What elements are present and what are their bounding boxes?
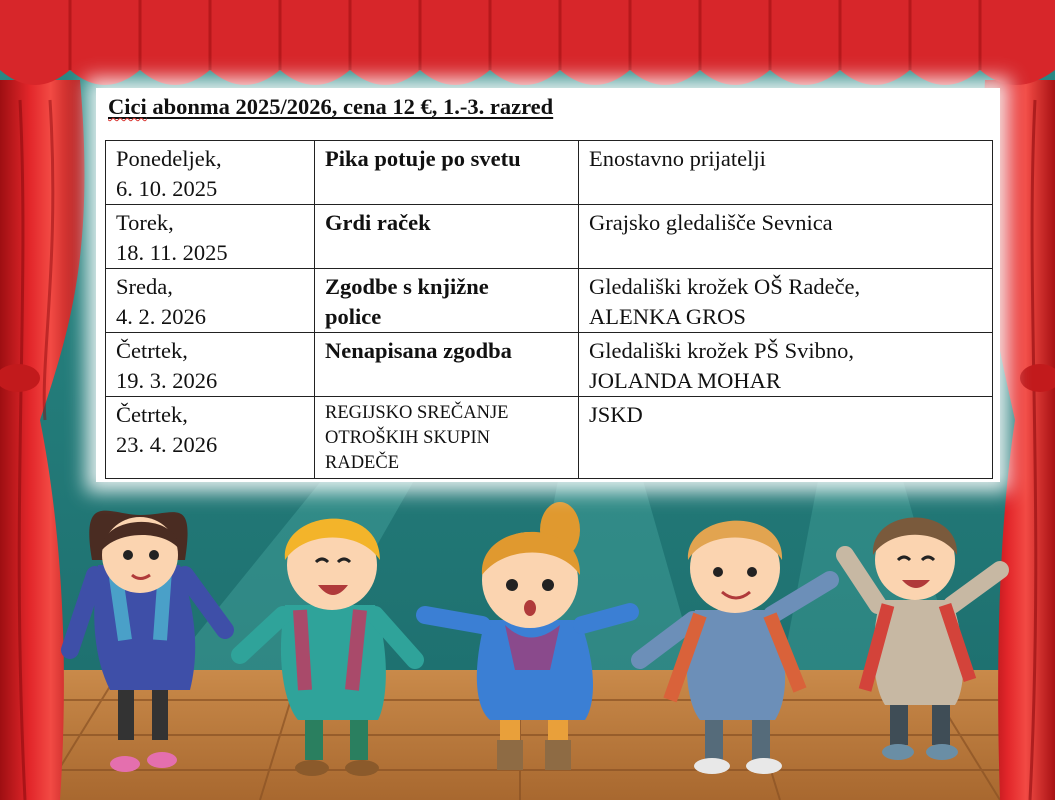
table-row [106,269,993,333]
show-title-cell: Nenapisana zgodba [315,333,579,397]
date-cell: Ponedeljek, 6. 10. 2025 [106,141,315,205]
table-row [106,333,993,397]
table-row [106,397,993,479]
date-cell: Sreda, 4. 2. 2026 [106,269,315,333]
show-title-cell: Zgodbe s knjižne police [315,269,579,333]
title-word-cici: Cici [108,94,147,119]
show-title-cell: REGIJSKO SREČANJE OTROŠKIH SKUPIN RADEČE [315,397,579,479]
performer-cell: Gledališki krožek PŠ Svibno, JOLANDA MOHAR [579,333,993,397]
performer-cell: Gledališki krožek OŠ Radeče, ALENKA GROS [579,269,993,333]
date-cell: Četrtek, 19. 3. 2026 [106,333,315,397]
title-rest: abonma 2025/2026, cena 12 €, 1.-3. razred [146,94,554,119]
table-row [106,141,993,205]
show-title-cell: Grdi raček [315,205,579,269]
date-cell: Četrtek, 23. 4. 2026 [106,397,315,479]
table-row [106,205,993,269]
date-cell: Torek, 18. 11. 2025 [106,205,315,269]
schedule-table [105,140,993,479]
show-title-cell: Pika potuje po svetu [315,141,579,205]
performer-cell: Grajsko gledališče Sevnica [579,205,993,269]
performer-cell: JSKD [579,397,993,479]
page-title [108,94,553,120]
performer-cell: Enostavno prijatelji [579,141,993,205]
